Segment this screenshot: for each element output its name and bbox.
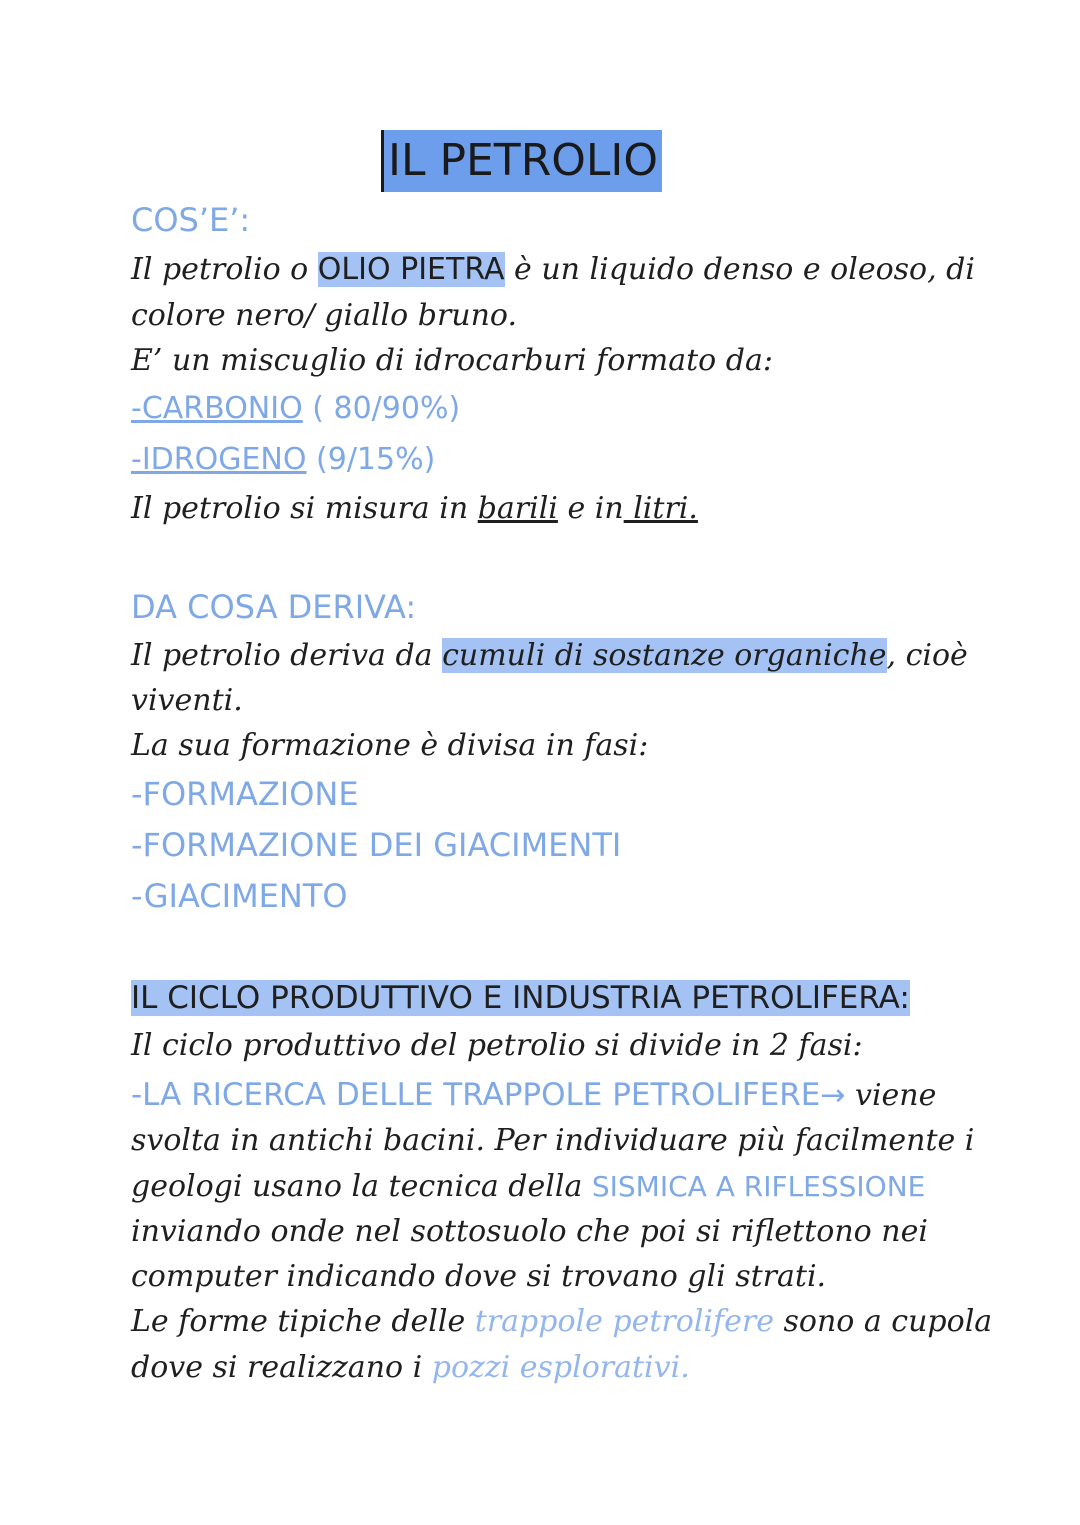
colored-term: pozzi esplorativi. <box>431 1350 690 1385</box>
paragraph-line: svolta in antichi bacini. Per individuare più facilmente i <box>131 1123 975 1158</box>
text-run: dove si realizzano i <box>131 1350 432 1385</box>
paragraph-line <box>131 250 975 290</box>
text-run: , cioè <box>886 638 968 673</box>
page-title: IL PETROLIO <box>381 130 662 192</box>
paragraph-line <box>131 489 698 529</box>
paragraph-line <box>131 636 968 676</box>
highlighted-heading: IL CICLO PRODUTTIVO E INDUSTRIA PETROLIFERA: <box>131 980 910 1016</box>
text-run: Il petrolio o <box>131 252 318 287</box>
text-run: e in <box>557 491 624 526</box>
item-value: ( 80/90%) <box>302 391 461 426</box>
text-run: Il petrolio si misura in <box>131 491 478 526</box>
phase-title: -LA RICERCA DELLE TRAPPOLE PETROLIFERE <box>131 1077 821 1113</box>
list-item-phase: -GIACIMENTO <box>131 877 348 915</box>
list-item-carbonio <box>131 389 460 429</box>
paragraph-line: colore nero/ giallo bruno. <box>131 298 518 333</box>
paragraph-line <box>131 1167 925 1207</box>
underlined-term: litri. <box>623 491 698 526</box>
section-heading-deriva: DA COSA DERIVA: <box>131 588 417 626</box>
paragraph-line: Il ciclo produttivo del petrolio si divide in 2 fasi: <box>131 1028 863 1063</box>
paragraph-line: La sua formazione è divisa in fasi: <box>131 728 649 763</box>
text-run: Il petrolio deriva da <box>131 638 443 673</box>
text-run: sono a cupola <box>773 1304 993 1339</box>
underlined-term: barili <box>477 491 558 526</box>
list-item-idrogeno <box>131 440 435 480</box>
technique-term: SISMICA A RIFLESSIONE <box>591 1170 926 1203</box>
list-item-phase: -FORMAZIONE <box>131 775 359 813</box>
paragraph-line <box>131 1075 936 1116</box>
paragraph-line: computer indicando dove si trovano gli strati. <box>131 1259 827 1294</box>
section-heading-ciclo <box>131 978 910 1018</box>
text-run: geologi usano la tecnica della <box>131 1169 592 1204</box>
paragraph-line: viventi. <box>131 683 243 718</box>
text-run: viene <box>845 1078 937 1113</box>
section-heading-cose: COS’E’: <box>131 201 251 239</box>
paragraph-line: inviando onde nel sottosuolo che poi si riflettono nei <box>131 1214 928 1249</box>
list-item-phase: -FORMAZIONE DEI GIACIMENTI <box>131 826 622 864</box>
item-name: -CARBONIO <box>131 391 303 426</box>
item-name: -IDROGENO <box>131 442 307 477</box>
text-run: è un liquido denso e oleoso, di <box>504 252 975 287</box>
highlighted-term: cumuli di sostanze organiche <box>442 638 887 673</box>
paragraph-line <box>131 1302 992 1342</box>
highlighted-term: OLIO PIETRA <box>317 252 505 287</box>
text-run: Le forme tipiche delle <box>131 1304 475 1339</box>
colored-term: trappole petrolifere <box>474 1304 774 1339</box>
paragraph-line <box>131 1348 690 1388</box>
arrow-icon: → <box>820 1078 846 1113</box>
paragraph-line: E’ un miscuglio di idrocarburi formato da: <box>131 343 773 378</box>
item-value: (9/15%) <box>306 442 436 477</box>
